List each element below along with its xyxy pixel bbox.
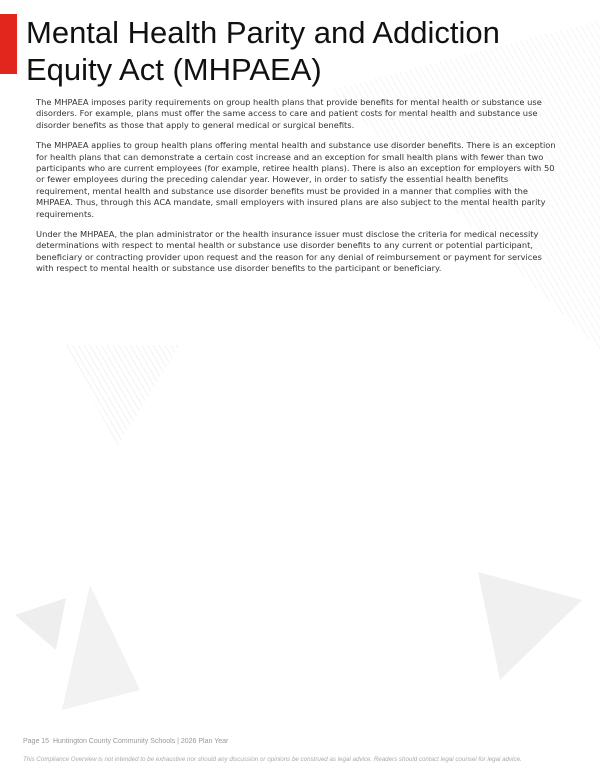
page-title: Mental Health Parity and Addiction Equity Act (MHPAEA) — [26, 15, 500, 87]
footer-text: Huntington County Community Schools | 2026 Plan Year — [52, 738, 229, 745]
disclaimer: This Compliance Overview is not intended to be exhaustive nor should any discussion or opinions be construed as legal advice. Readers should contact legal counsel for legal advice. — [23, 756, 522, 763]
body-text — [36, 97, 558, 284]
page-number: Page 15 — [23, 738, 50, 745]
paragraph: Under the MHPAEA, the plan administrator or the health insurance issuer must disclose the criteria for medical necessity determinations with respect to mental health or substance use disorder benefits to any current or potential participant, beneficiary or contracting provider upon request and the reason for any denial of reimbursement or payment for services with respect to mental health or substance use disorder benefits to the participant or beneficiary. — [36, 229, 542, 274]
page-footer — [23, 738, 228, 745]
grey-triangle-left — [15, 598, 66, 650]
hatched-triangle-middle — [62, 345, 180, 445]
paragraph: The MHPAEA imposes parity requirements on group health plans that provide benefits for mental health or substance use disorders. For example, plans must offer the same access to care and patient costs for mental health and substance use disorder benefits as those that apply to general medical or surgical benefits. — [36, 97, 542, 130]
grey-triangle-bottom-right — [478, 572, 582, 680]
paragraph: The MHPAEA applies to group health plans offering mental health and substance use disorder benefits. There is an exception for health plans that can demonstrate a certain cost increase and an exception for small health plans with fewer than two participants who are current employees (for example, retiree health plans). There is also an exception for employers with 50 or fewer employees during the preceding calendar year. However, in order to satisfy the essential health benefits requirement, mental health and substance use disorder benefits must be provided in a manner that complies with the MHPAEA. Thus, through this ACA mandate, small employers with insured plans are also subject to the mental health parity requirements. — [36, 140, 556, 219]
grey-triangle-bottom-left — [62, 585, 140, 710]
accent-bar — [0, 14, 17, 74]
